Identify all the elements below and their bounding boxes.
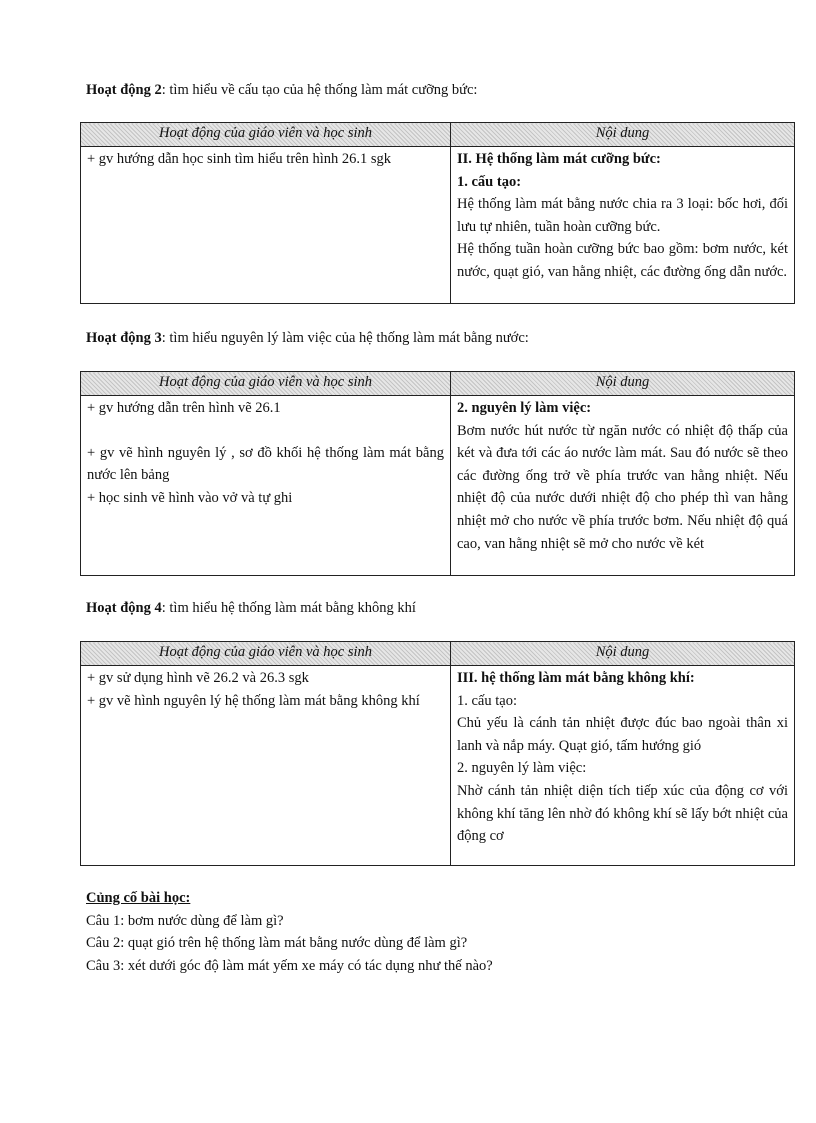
- activity3-header-left: Hoạt động của giáo viên và học sinh: [81, 372, 451, 396]
- activity3-right-p1: Bơm nước hút nước từ ngăn nước có nhiệt độ thấp của két và đưa tới các áo nước làm mát. Sau đó nước sẽ theo các đường ống trở về phía trước van hằng nhiệt. Nếu nhiệt độ của nước dưới nhiệt độ cho phép thì van hằng nhiệt mở cho nước về phía trước bơm. Nếu nhiệt độ quá cao, van hằng nhiệt sẽ mở cho nước về két: [457, 422, 788, 552]
- activity2-right-subtitle: 1. cấu tạo:: [457, 173, 522, 190]
- activity4-table: [80, 641, 795, 866]
- activity2-text: : tìm hiểu về cấu tạo của hệ thống làm mát cưỡng bức:: [161, 82, 478, 98]
- activity2-right-p1: Hệ thống làm mát bằng nước chia ra 3 loại: bốc hơi, đối lưu tự nhiên, tuần hoàn cưỡng bức.: [457, 196, 788, 235]
- activity4-header-right: Nội dung: [451, 642, 795, 666]
- activity3-left-line1: + gv hướng dẫn trên hình vẽ 26.1: [87, 400, 281, 416]
- activity2-right-p2: Hệ thống tuần hoàn cưỡng bức bao gồm: bơm nước, két nước, quạt gió, van hằng nhiệt, các đường ống dẫn nước.: [457, 241, 788, 280]
- activity3-left-cell: [81, 396, 451, 576]
- review-question-3: Câu 3: xét dưới góc độ làm mát yếm xe máy có tác dụng như thế nào?: [86, 957, 493, 974]
- activity2-heading: [86, 80, 477, 100]
- activity3-heading: [86, 328, 529, 348]
- activity3-right-cell: [451, 396, 795, 576]
- activity2-header-left: Hoạt động của giáo viên và học sinh: [81, 123, 451, 147]
- review-title: Củng cố bài học:: [86, 890, 191, 906]
- activity3-left-line3: + học sinh vẽ hình vào vở và tự ghi: [87, 489, 293, 506]
- activity4-right-l4: Nhờ cánh tản nhiệt diện tích tiếp xúc của động cơ với không khí tăng lên nhờ đó không khí sẽ lấy bớt nhiệt của động cơ: [457, 782, 788, 845]
- activity3-header-right: Nội dung: [451, 372, 795, 396]
- activity4-left-line2: + gv vẽ hình nguyên lý hệ thống làm mát bằng không khí: [87, 692, 420, 709]
- activity4-heading: [86, 598, 416, 618]
- activity4-left-line1: + gv sử dụng hình vẽ 26.2 và 26.3 sgk: [87, 670, 309, 686]
- review-question-2: Câu 2: quạt gió trên hệ thống làm mát bằng nước dùng để làm gì?: [86, 935, 468, 951]
- activity3-text: : tìm hiểu nguyên lý làm việc của hệ thống làm mát bằng nước:: [161, 330, 529, 346]
- activity4-right-l1: 1. cấu tạo:: [457, 692, 517, 709]
- activity2-left-cell: [81, 147, 451, 304]
- review-section: [86, 887, 493, 977]
- review-question-1: Câu 1: bơm nước dùng để làm gì?: [86, 912, 284, 929]
- activity4-right-title: III. hệ thống làm mát bằng không khí:: [457, 670, 695, 686]
- activity2-label: Hoạt động 2: [86, 82, 162, 98]
- activity2-left-line: + gv hướng dẫn học sinh tìm hiểu trên hình 26.1 sgk: [87, 151, 392, 167]
- activity4-header-left: Hoạt động của giáo viên và học sinh: [81, 642, 451, 666]
- activity3-left-line2: + gv vẽ hình nguyên lý , sơ đồ khối hệ thống làm mát bằng nước lên bảng: [87, 444, 444, 484]
- activity4-right-cell: [451, 666, 795, 866]
- activity2-table: [80, 122, 795, 304]
- activity3-right-title: 2. nguyên lý làm việc:: [457, 400, 592, 416]
- activity2-right-cell: [451, 147, 795, 304]
- activity4-right-l3: 2. nguyên lý làm việc:: [457, 760, 587, 777]
- activity2-header-right: Nội dung: [451, 123, 795, 147]
- activity4-label: Hoạt động 4: [86, 600, 162, 616]
- activity4-left-cell: [81, 666, 451, 866]
- activity2-right-title: II. Hệ thống làm mát cưỡng bức:: [457, 151, 661, 167]
- activity4-text: : tìm hiểu hệ thống làm mát bằng không khí: [161, 600, 416, 616]
- activity4-right-l2: Chủ yếu là cánh tản nhiệt được đúc bao ngoài thân xi lanh và nắp máy. Quạt gió, tấm hướng gió: [457, 715, 788, 754]
- activity3-table: [80, 371, 795, 576]
- activity3-label: Hoạt động 3: [86, 330, 162, 346]
